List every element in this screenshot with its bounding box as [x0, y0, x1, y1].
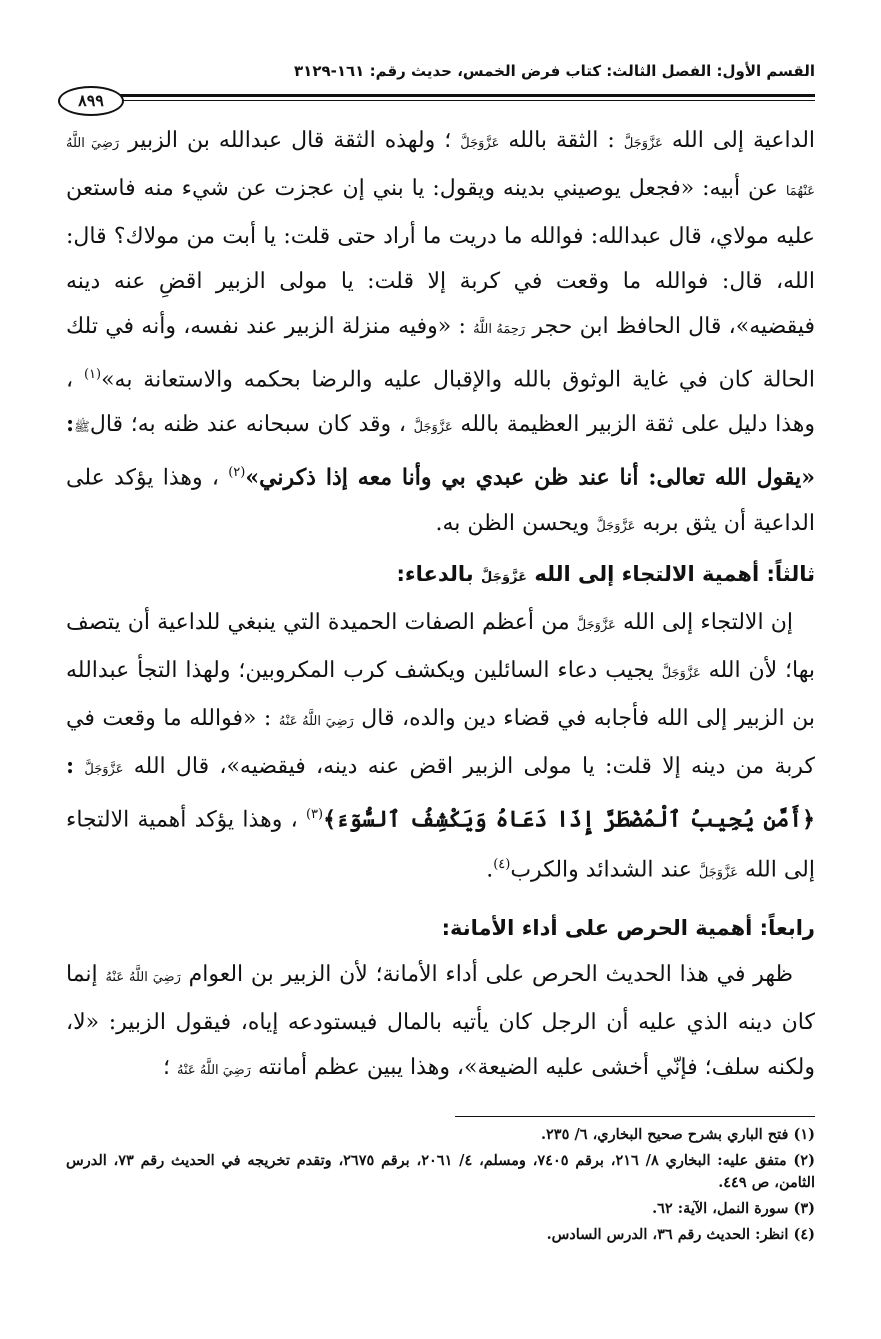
- honorific-azza: عَزَّوَجَلَّ: [698, 865, 738, 881]
- footnote-ref-2: (٢): [228, 465, 246, 481]
- honorific-azza: عَزَّوَجَلَّ: [576, 618, 616, 633]
- honorific-azza: عَزَّوَجَلَّ: [480, 570, 528, 585]
- text-run: : الثقة بالله: [508, 128, 615, 153]
- honorific-salla: ﷺ: [74, 420, 90, 436]
- text-run: الداعية إلى الله: [671, 128, 816, 153]
- honorific-radiya-hu: رَضِيَ اللَّهُ عَنْهُ: [105, 970, 181, 985]
- honorific-rahimahu: رَحِمَهُ اللَّهُ: [473, 322, 526, 337]
- text-run: ، وهذا دليل على ثقة الزبير العظيمة بالله: [66, 367, 816, 438]
- section-heading-4: رابعاً: أهمية الحرص على أداء الأمانة:: [441, 916, 815, 940]
- honorific-azza: عَزَّوَجَلَّ: [460, 136, 500, 151]
- footnote-3: (٣) سورة النمل، الآية: ٦٢.: [652, 1200, 815, 1217]
- honorific-azza: عَزَّوَجَلَّ: [661, 666, 701, 681]
- footnote-ref-4: (٤): [493, 857, 511, 873]
- honorific-azza: عَزَّوَجَلَّ: [623, 136, 663, 151]
- text-run: : «فوالله ما وقعت في كربة من دينه إلا قلت: يا مولى الزبير اقض عنه دينه، فيقضيه»، قال الله: [66, 706, 815, 779]
- footnote-ref-3: (٣): [305, 807, 324, 822]
- text-run: يجيب دعاء السائلين ويكشف كرب المكروبين؛ ولهذا التجأ عبدالله بن الزبير إلى الله فأجابه في قضاء دين والده، قال: [66, 658, 815, 731]
- text-run: إن الالتجاء إلى الله: [623, 610, 793, 635]
- text-run: ويحسن الظن به.: [435, 510, 590, 536]
- text-run: : «وفيه منزلة الزبير عند نفسه، وأنه في تلك الحالة كان في غاية الوثوق بالله والإقبال عليه والرضا بحكمه والاستعانة به»: [66, 314, 816, 393]
- section-heading-3: [66, 562, 815, 586]
- footnote-ref-1: (١): [83, 367, 102, 382]
- text-run: ؛ ولهذه الثقة قال عبدالله بن الزبير: [128, 128, 452, 153]
- honorific-azza: عَزَّوَجَلَّ: [84, 762, 124, 777]
- honorific-azza: عَزَّوَجَلَّ: [413, 420, 453, 436]
- text-run: ، وهذا يؤكد أهمية الالتجاء إلى الله: [66, 807, 815, 883]
- footnote-2: (٢) متفق عليه: البخاري ٨/ ٢١٦، برقم ٧٤٠٥، ومسلم، ٤/ ٢٠٦١، برقم ٢٦٧٥، وتقدم تخريجه في الحديث رقم ٧٣، الدرس الثامن، ص ٤٤٩.: [66, 1152, 815, 1191]
- text-run: ؛: [163, 1055, 171, 1080]
- hadith-qudsi-quote: : «يقول الله تعالى: أنا عند ظن عبدي بي وأنا معه إذا ذكرني»: [66, 411, 815, 491]
- text-run: عند الشدائد والكرب: [510, 857, 692, 883]
- honorific-radiya-hu: رَضِيَ اللَّهُ عَنْهُ: [278, 714, 354, 729]
- honorific-radiya-huma: رَضِيَ اللَّهُ عَنْهُمَا: [66, 136, 815, 199]
- heading-text: ثالثاً: أهمية الالتجاء إلى الله: [534, 562, 815, 586]
- heading-text: بالدعاء:: [396, 562, 474, 586]
- page-number: ٨٩٩: [58, 86, 124, 116]
- text-run: عن أبيه: «فجعل يوصيني بدينه ويقول: يا بني إن عجزت عن شيء منه فاستعن عليه مولاي، قال عبدالله: فوالله ما دريت ما أراد حتى قلت: يا أبت من مولاك؟ قال: الله، قال: فوالله ما وقعت في كربة إلا قلت: يا مولى الزبير اقضِ عنه دينه فيقضيه»، قال الحافظ ابن حجر: [66, 176, 815, 339]
- footnotes: [66, 1124, 815, 1250]
- header-rule: [120, 94, 815, 97]
- text-run: .: [486, 857, 494, 883]
- footnote-4: (٤) انظر: الحديث رقم ٣٦، الدرس السادس.: [546, 1226, 815, 1243]
- honorific-radiya-hu: رَضِيَ اللَّهُ عَنْهُ: [177, 1063, 251, 1078]
- footnote-separator: [455, 1116, 815, 1117]
- footnote-1: (١) فتح الباري بشرح صحيح البخاري، ٦/ ٢٣٥.: [540, 1126, 815, 1143]
- header-rule-thin: [120, 100, 815, 101]
- running-header: القسم الأول: الفصل الثالث: كتاب فرض الخمس، حديث رقم: ١٦١-٣١٢٩: [294, 62, 815, 80]
- quran-verse: : ﴿أَمَّن يُجِيبُ ٱلْمُضْطَرَّ إِذَا دَعَاهُ وَيَكْشِفُ ٱلسُّوٓءَ﴾: [66, 753, 815, 833]
- text-run: من أعظم الصفات الحميدة التي ينبغي للداعية أن يتصف بها؛ لأن الله: [66, 610, 815, 683]
- paragraph-supplication: [66, 600, 815, 896]
- honorific-azza: عَزَّوَجَلَّ: [596, 518, 636, 534]
- text-run: ، وهذا يؤكد على الداعية أن يثق بربه: [66, 465, 815, 536]
- paragraph-trustworthiness: [66, 952, 815, 1093]
- text-run: ظهر في هذا الحديث الحرص على أداء الأمانة؛ لأن الزبير بن العوام: [188, 962, 794, 987]
- paragraph-trust-in-allah: [66, 118, 815, 549]
- text-run: إنما كان دينه الذي عليه أن الرجل كان يأتيه بالمال فيستودعه إياه، فيقول الزبير: «لا، ولكنه سلف؛ فإنّي أخشى عليه الضيعة»، وهذا يبين عظم أمانته: [66, 962, 815, 1080]
- text-run: ، وقد كان سبحانه عند ظنه به؛ قال: [89, 412, 406, 438]
